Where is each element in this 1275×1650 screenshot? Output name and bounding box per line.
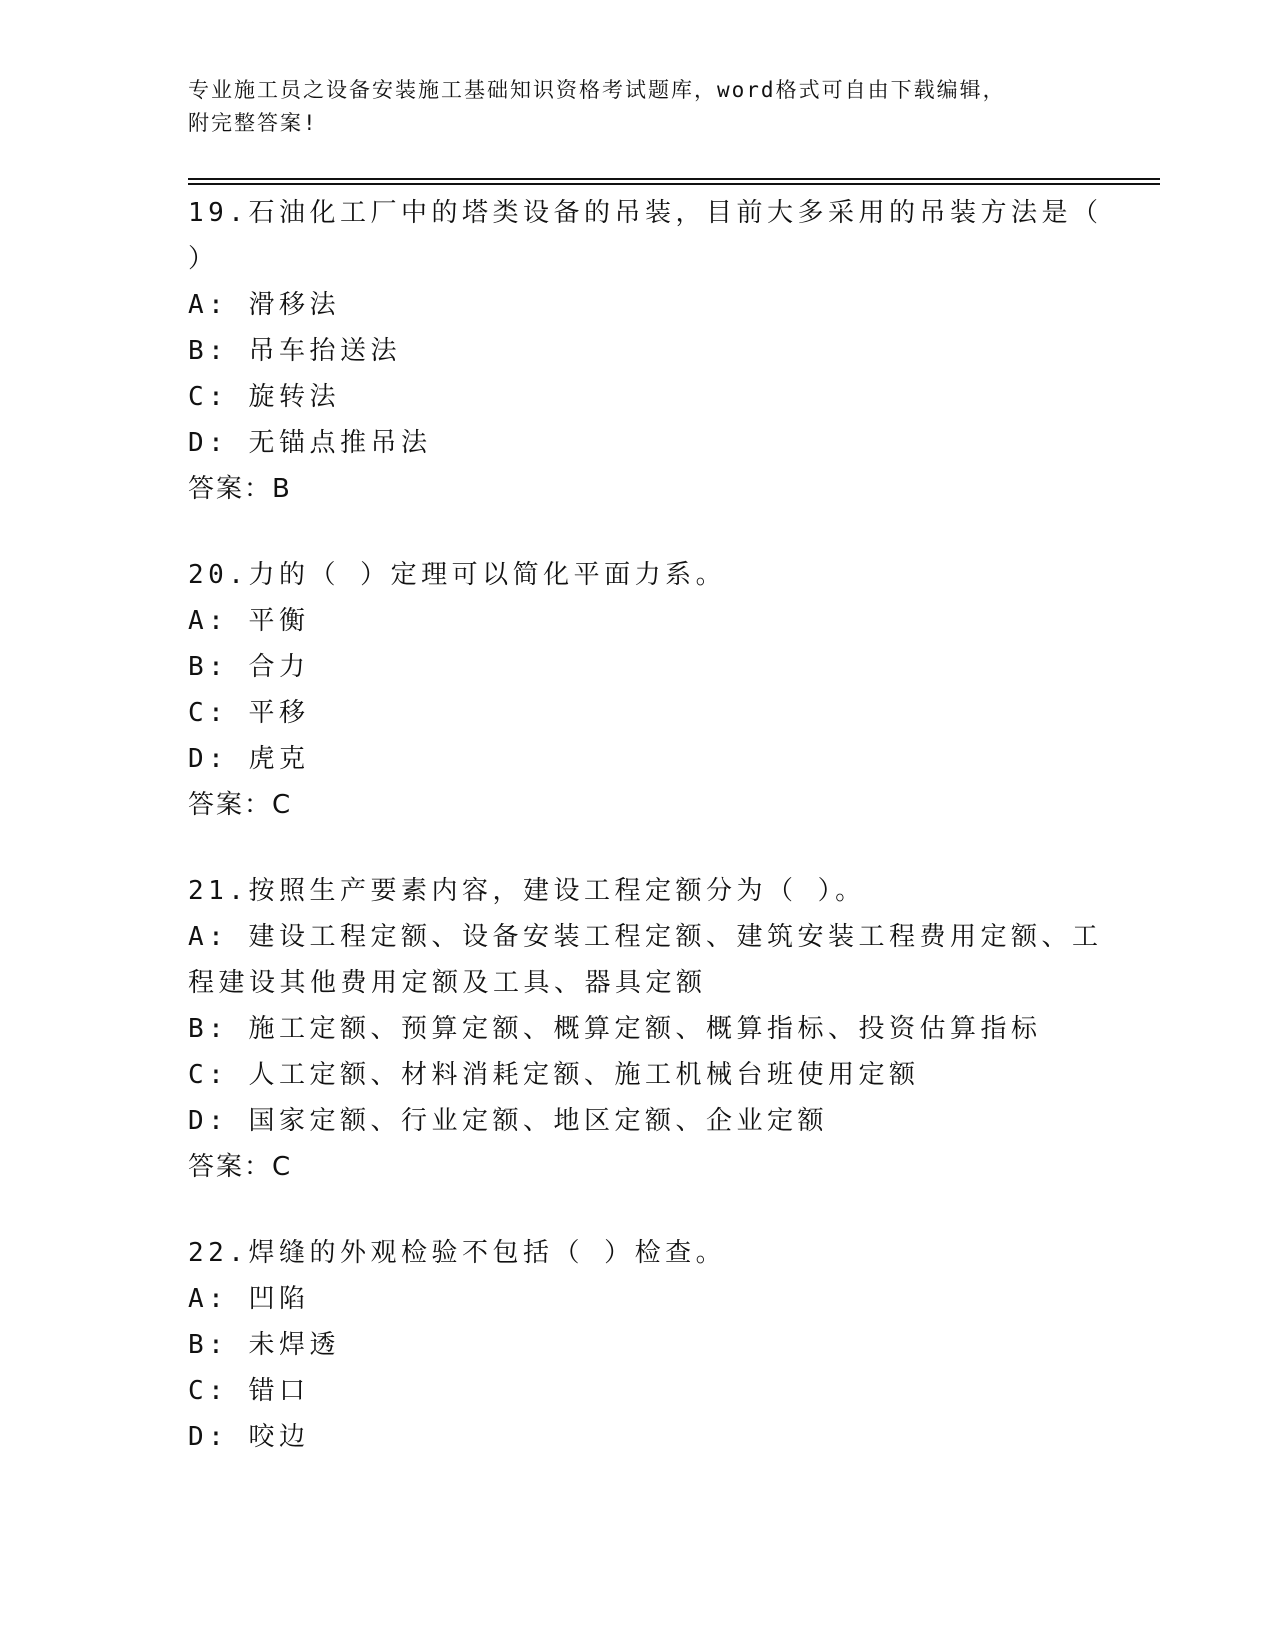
question-21	[188, 868, 1118, 1190]
question-list	[188, 190, 1118, 1500]
option-c: C: 人工定额、材料消耗定额、施工机械台班使用定额	[188, 1060, 920, 1090]
header-divider-top	[188, 178, 1160, 180]
option-a: A: 平衡	[188, 606, 310, 636]
option-c: C: 旋转法	[188, 382, 340, 412]
option-b: B: 施工定额、预算定额、概算定额、概算指标、投资估算指标	[188, 1014, 1042, 1044]
header-divider-bottom	[188, 183, 1160, 185]
option-a: A: 建设工程定额、设备安装工程定额、建筑安装工程费用定额、工程建设其他费用定额及工具、器具定额	[188, 922, 1103, 998]
answer-label: 答案：C	[188, 1152, 293, 1182]
question-text: 22.焊缝的外观检验不包括（ ）检查。	[188, 1238, 727, 1268]
option-d: D: 无锚点推吊法	[188, 428, 432, 458]
option-b: B: 合力	[188, 652, 310, 682]
question-text: 21.按照生产要素内容，建设工程定额分为（ ）。	[188, 876, 866, 906]
answer-label: 答案：C	[188, 790, 293, 820]
document-header	[188, 74, 1088, 140]
option-b: B: 未焊透	[188, 1330, 340, 1360]
option-a: A: 凹陷	[188, 1284, 310, 1314]
option-d: D: 国家定额、行业定额、地区定额、企业定额	[188, 1106, 828, 1136]
header-line-2: 附完整答案!	[188, 111, 318, 135]
option-c: C: 平移	[188, 698, 310, 728]
question-22	[188, 1230, 1118, 1460]
question-19	[188, 190, 1118, 512]
header-line-1: 专业施工员之设备安装施工基础知识资格考试题库，word格式可自由下载编辑，	[188, 78, 1006, 102]
question-20	[188, 552, 1118, 828]
option-a: A: 滑移法	[188, 290, 340, 320]
option-d: D: 虎克	[188, 744, 310, 774]
option-d: D: 咬边	[188, 1422, 310, 1452]
question-text: 19.石油化工厂中的塔类设备的吊装，目前大多采用的吊装方法是（ ）	[188, 198, 1103, 274]
question-text: 20.力的（ ）定理可以简化平面力系。	[188, 560, 727, 590]
option-c: C: 错口	[188, 1376, 310, 1406]
answer-label: 答案：B	[188, 474, 292, 504]
option-b: B: 吊车抬送法	[188, 336, 401, 366]
